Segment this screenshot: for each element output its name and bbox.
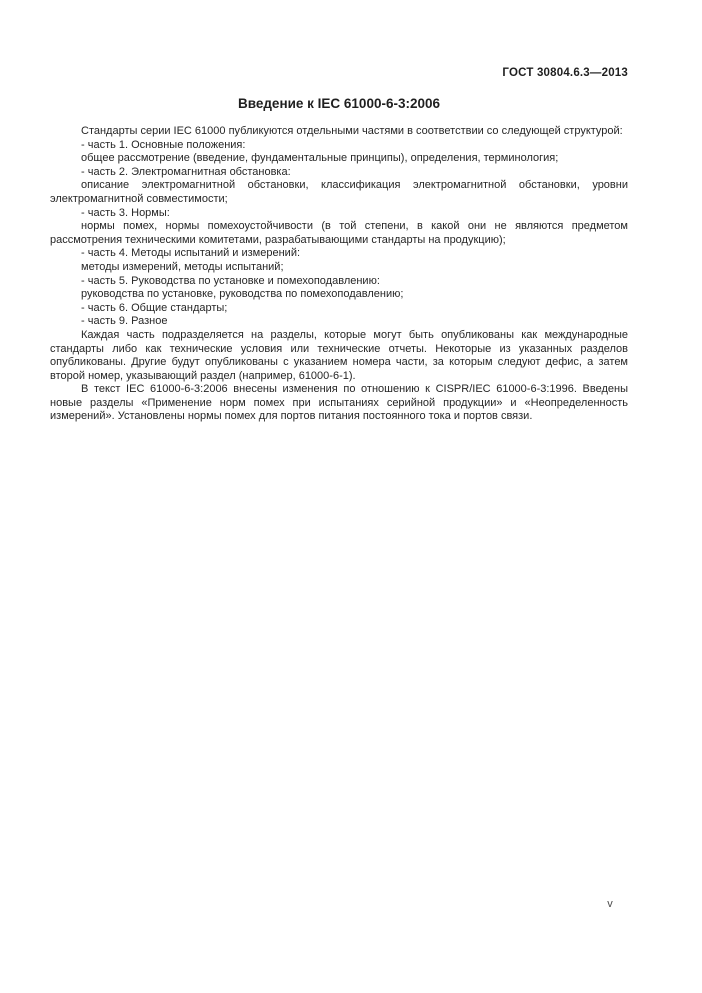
list-item-part-3-description: нормы помех, нормы помехоустойчивости (в той степени, в какой они не являются предметом рассмотрения техническими комитетами, разрабатывающими стандарты на продукцию); bbox=[50, 220, 628, 246]
paragraph-sections: Каждая часть подразделяется на разделы, которые могут быть опубликованы как международные стандарты либо как технические условия или технические отчеты. Некоторые из указанных разделов опубликованы. Другие будут опубликованы с указанием номера части, за которым следуют дефис, а затем второй номер, указывающий раздел (например, 61000-6-1). bbox=[50, 328, 628, 382]
list-item-part-1: - часть 1. Основные положения: bbox=[81, 138, 246, 151]
page-number: v bbox=[607, 898, 613, 910]
list-item-part-4-description: методы измерений, методы испытаний; bbox=[81, 260, 284, 273]
list-item-part-6: - часть 6. Общие стандарты; bbox=[81, 301, 228, 314]
document-body bbox=[50, 125, 628, 424]
list-item-part-3: - часть 3. Нормы: bbox=[81, 206, 170, 219]
list-item-part-5: - часть 5. Руководства по установке и помехоподавлению: bbox=[81, 274, 380, 287]
list-item-part-9: - часть 9. Разное bbox=[81, 315, 168, 328]
paragraph-changes: В текст IEC 61000-6-3:2006 внесены изменения по отношению к CISPR/IEC 61000-6-3:1996. Введены новые разделы «Применение норм помех при испытаниях серийной продукции» и «Неопределенность измерений». Установлены нормы помех для портов питания постоянного тока и портов связи. bbox=[50, 383, 628, 423]
list-item-part-5-description: руководства по установке, руководства по помехоподавлению; bbox=[81, 288, 404, 301]
page-title: Введение к IEC 61000-6-3:2006 bbox=[237, 96, 440, 111]
list-item-part-2-description: описание электромагнитной обстановки, классификация электромагнитной обстановки, уровни электромагнитной совместимости; bbox=[50, 179, 628, 205]
paragraph-intro: Стандарты серии IEC 61000 публикуются отдельными частями в соответствии со следующей структурой: bbox=[81, 125, 623, 137]
running-header: ГОСТ 30804.6.3—2013 bbox=[502, 67, 628, 79]
list-item-part-2: - часть 2. Электромагнитная обстановка: bbox=[81, 165, 291, 178]
list-item-part-1-description: общее рассмотрение (введение, фундаментальные принципы), определения, терминология; bbox=[81, 152, 559, 165]
list-item-part-4: - часть 4. Методы испытаний и измерений: bbox=[81, 247, 301, 260]
